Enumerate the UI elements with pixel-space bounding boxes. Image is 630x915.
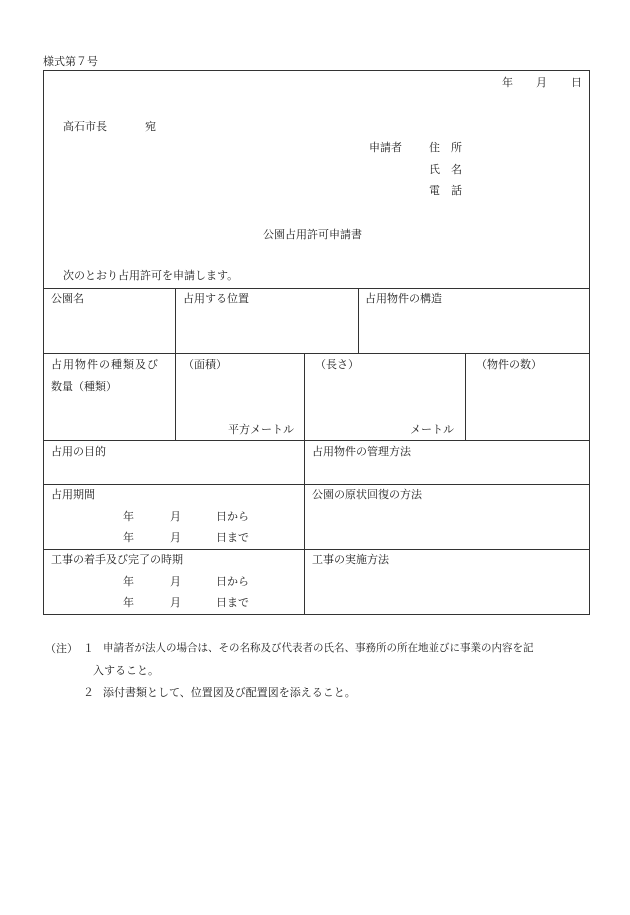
applicant-address-label: 住 所 xyxy=(429,141,462,154)
row-divider-4 xyxy=(43,549,590,550)
period-label: 占用期間 xyxy=(51,488,95,501)
construction-to-year: 年 xyxy=(123,596,134,609)
construction-from-year: 年 xyxy=(123,575,134,588)
applicant-label: 申請者 xyxy=(369,141,402,154)
date-year: 年 xyxy=(502,76,513,89)
period-from-year: 年 xyxy=(123,510,134,523)
date-month: 月 xyxy=(536,76,547,89)
addressee-suffix: 宛 xyxy=(145,120,156,133)
note1-line2: 入すること。 xyxy=(93,664,159,677)
period-to-month: 月 xyxy=(170,531,181,544)
count-label: （物件の数） xyxy=(476,358,542,371)
note1-number: １ xyxy=(83,642,94,655)
management-label: 占用物件の管理方法 xyxy=(312,445,411,458)
period-from-day: 日から xyxy=(216,510,249,523)
construction-time-label: 工事の着手及び完了の時期 xyxy=(51,553,183,566)
location-label: 占用する位置 xyxy=(183,292,249,305)
restoration-label: 公園の原状回復の方法 xyxy=(312,488,422,501)
purpose-label: 占用の目的 xyxy=(51,445,106,458)
length-label: （長さ） xyxy=(315,358,359,371)
col-divider-r2c xyxy=(465,353,466,440)
form-title: 公園占用許可申請書 xyxy=(263,228,362,241)
length-unit: メートル xyxy=(410,423,454,436)
row-divider-1 xyxy=(43,353,590,354)
row-divider-2 xyxy=(43,440,590,441)
table-top-line xyxy=(43,288,590,289)
col-divider-r2a xyxy=(175,353,176,440)
period-to-day: 日まで xyxy=(216,531,249,544)
area-unit: 平方メートル xyxy=(228,423,294,436)
park-name-label: 公園名 xyxy=(51,292,84,305)
construction-method-label: 工事の実施方法 xyxy=(312,553,389,566)
construction-to-month: 月 xyxy=(170,596,181,609)
row-divider-3 xyxy=(43,484,590,485)
intro-text: 次のとおり占用許可を申請します。 xyxy=(63,269,239,282)
construction-to-day: 日まで xyxy=(216,596,249,609)
applicant-name-label: 氏 名 xyxy=(429,163,462,176)
date-day: 日 xyxy=(571,76,582,89)
col-divider-r1a xyxy=(175,288,176,353)
period-to-year: 年 xyxy=(123,531,134,544)
construction-from-day: 日から xyxy=(216,575,249,588)
form-number: 様式第７号 xyxy=(43,55,98,68)
note2-number: ２ xyxy=(83,686,94,699)
applicant-phone-label: 電 話 xyxy=(429,184,462,197)
period-from-month: 月 xyxy=(170,510,181,523)
type-quantity-label-1: 占用物件の種類及び xyxy=(51,358,159,371)
col-divider-r1b xyxy=(358,288,359,353)
col-divider-lower xyxy=(304,440,305,615)
construction-from-month: 月 xyxy=(170,575,181,588)
area-label: （面積） xyxy=(183,358,227,371)
addressee-name: 高石市長 xyxy=(63,120,107,133)
col-divider-r2b xyxy=(304,353,305,440)
note1-line1: 申請者が法人の場合は、その名称及び代表者の氏名、事務所の所在地並びに事業の内容を記 xyxy=(103,642,534,654)
note2-text: 添付書類として、位置図及び配置図を添えること。 xyxy=(103,686,356,699)
type-quantity-label-2: 数量（種類） xyxy=(51,380,117,393)
structure-label: 占用物件の構造 xyxy=(365,292,442,305)
notes-label: （注） xyxy=(45,642,78,655)
